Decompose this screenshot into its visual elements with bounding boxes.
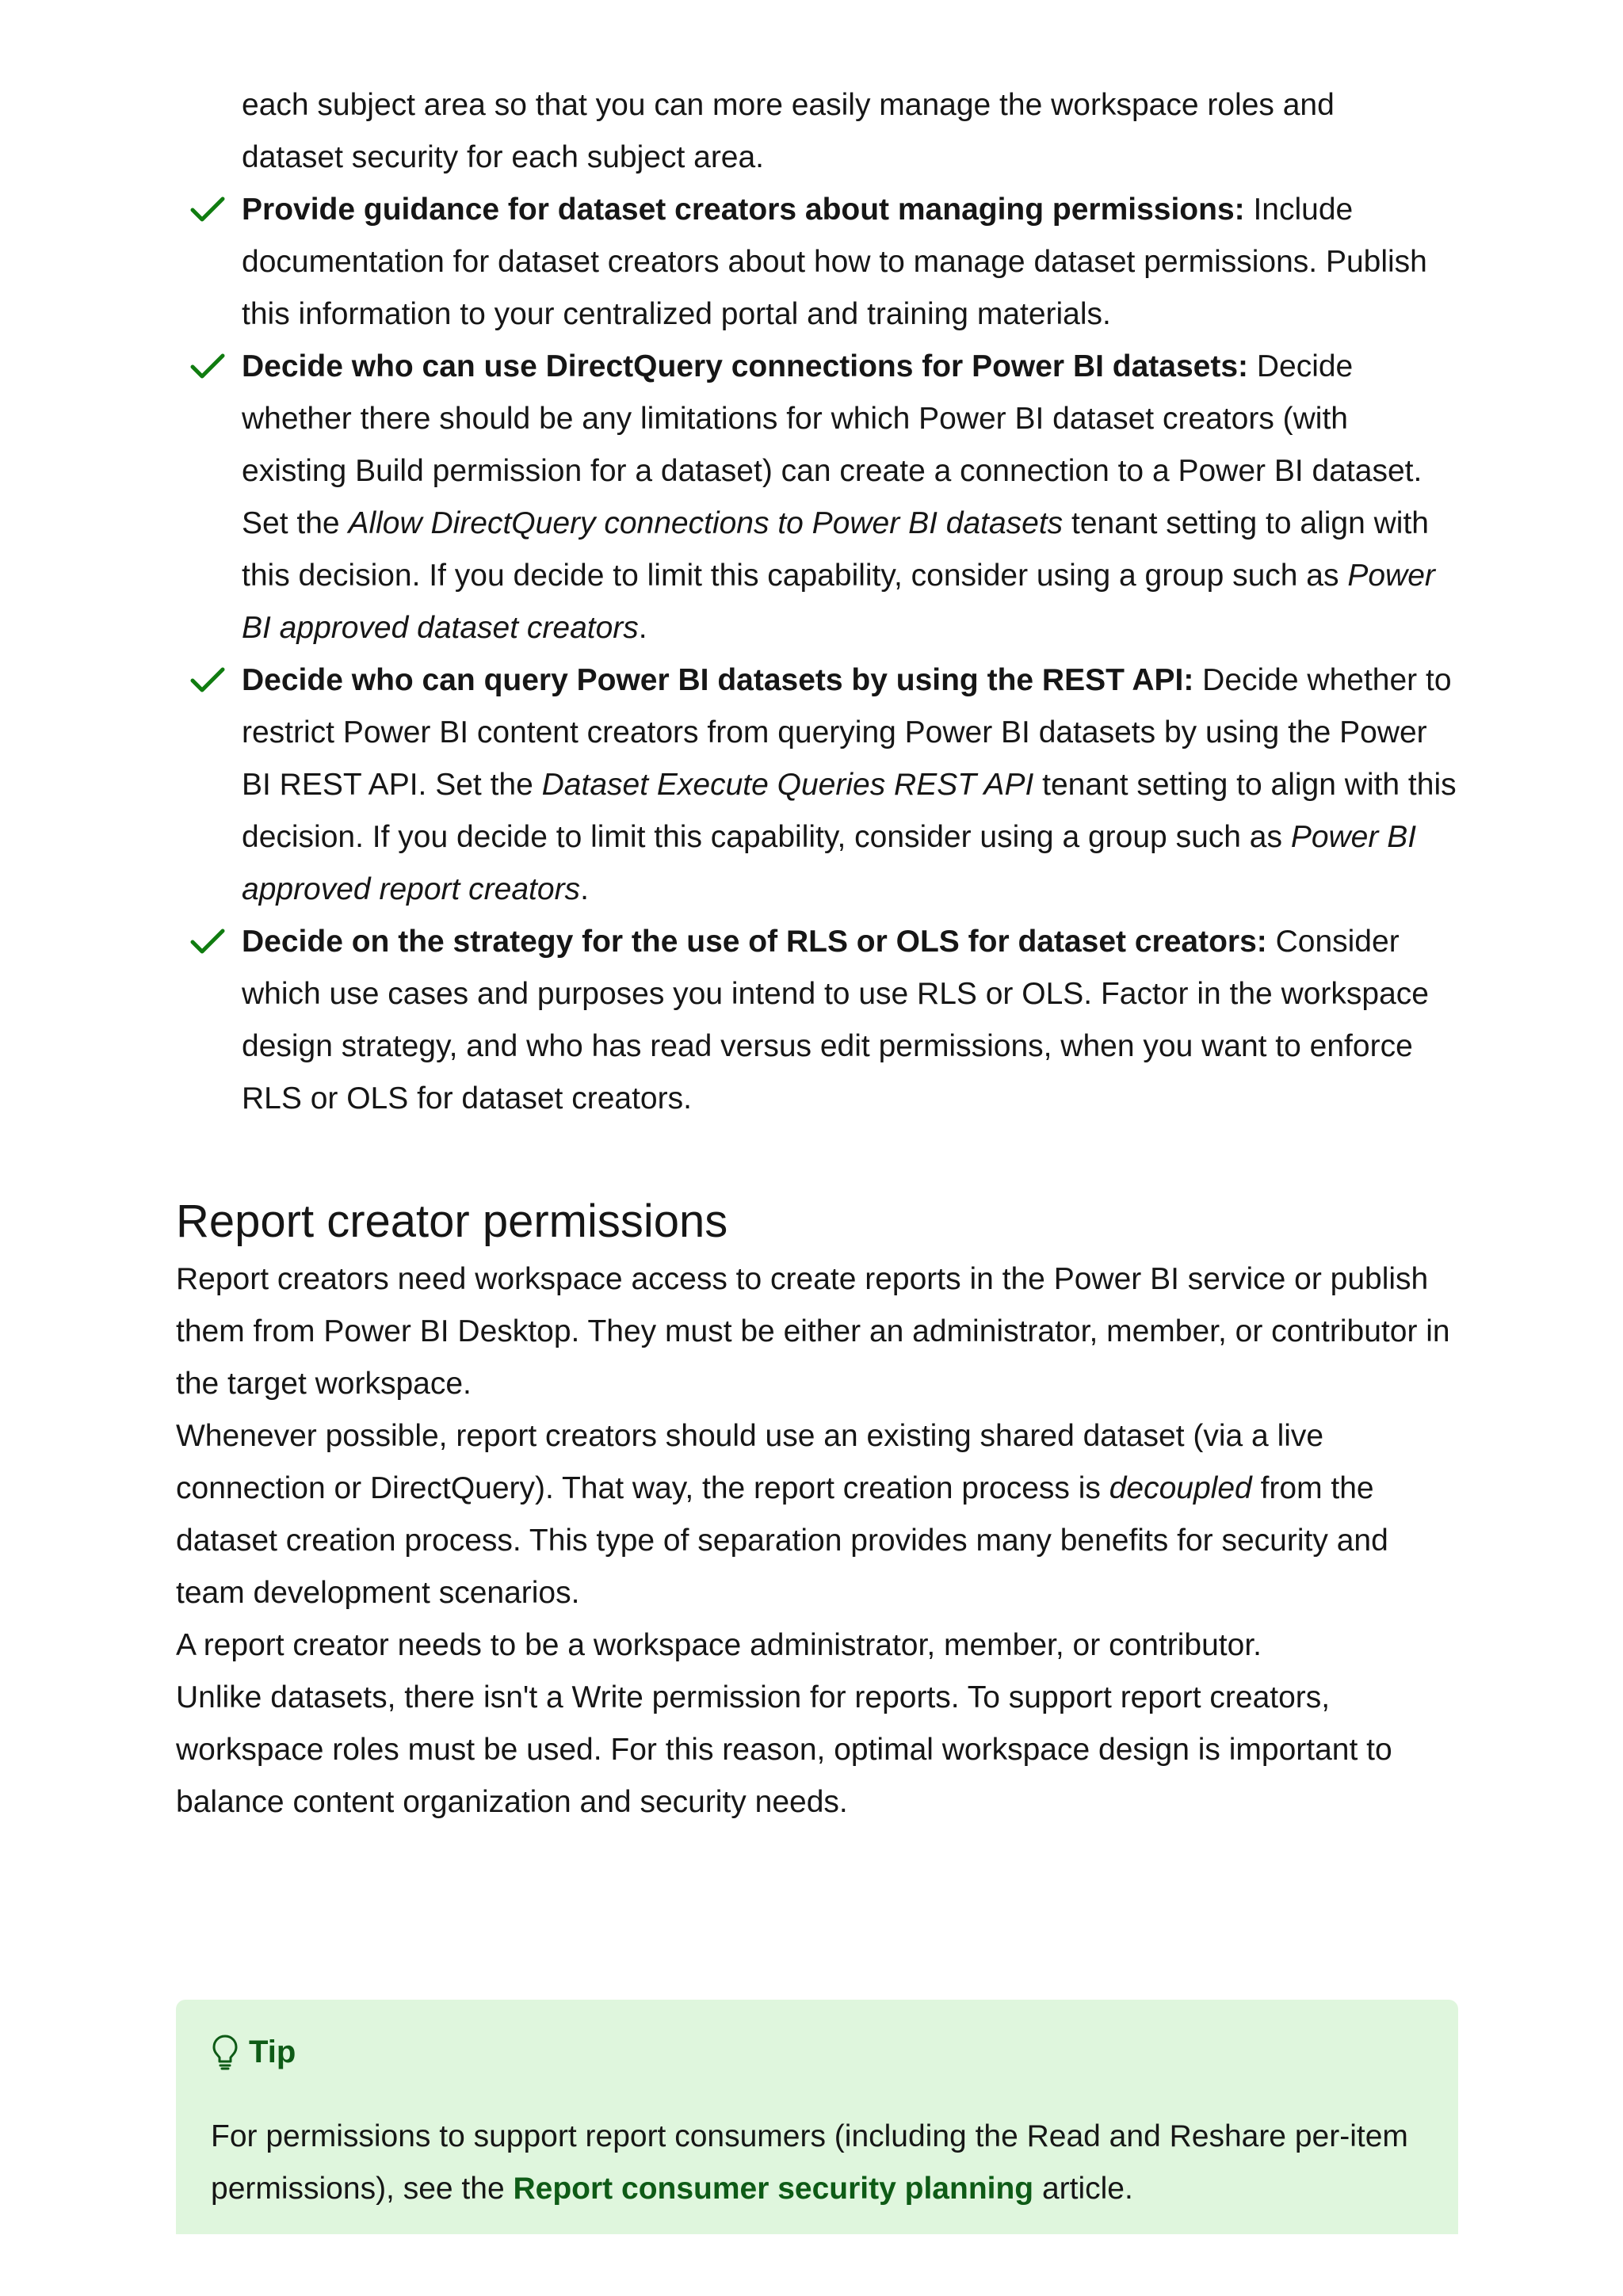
paragraph-text: from the dataset creation process. This type of separation provides many benefits for security and team development scenarios. (176, 1471, 1388, 1610)
tip-text: For permissions to support report consumers (including the Read and Reshare per-item permissions), see the (211, 2119, 1408, 2206)
paragraph-shared-dataset (176, 1410, 1458, 1619)
item-text: Decide whether there should be any limitations for which Power BI dataset creators (with existing Build permission for a dataset) can create a connection to a Power BI dataset. Set the (242, 349, 1423, 540)
item-text: tenant setting to align with this decision. If you decide to limit this capability, consider using a group such as (242, 506, 1429, 593)
item-text: Decide whether to restrict Power BI content creators from querying Power BI datasets by using the Power BI REST API. Set the (242, 663, 1452, 802)
item-text: tenant setting to align with this decision. If you decide to limit this capability, consider using a group such as (242, 768, 1457, 854)
checklist-item-dataset-guidance (176, 184, 1458, 341)
tip-body (211, 2111, 1422, 2215)
checkmark-icon (190, 196, 225, 223)
item-text: Include documentation for dataset creators about how to manage dataset permissions. Publish this information to your centralized portal and training materials. (242, 193, 1427, 331)
checkmark-icon (190, 929, 225, 955)
report-consumer-security-link[interactable]: Report consumer security planning (513, 2172, 1034, 2206)
tip-label: Tip (249, 2034, 296, 2069)
group-name: Power BI approved dataset creators (242, 559, 1435, 645)
document-page (176, 79, 1458, 1829)
checklist-continuation (176, 79, 1458, 184)
paragraph-report-creator-role: A report creator needs to be a workspace administrator, member, or contributor. (176, 1628, 1262, 1662)
item-title: Provide guidance for dataset creators about managing permissions: (242, 193, 1245, 227)
checklist-item-rest-api (176, 654, 1458, 916)
paragraph-write-permission: Unlike datasets, there isn't a Write permission for reports. To support report creators, workspace roles must be used. For this reason, optimal workspace design is important to balance content organization and security needs. (176, 1680, 1392, 1819)
tip-header (211, 2028, 1422, 2076)
section-heading: Report creator permissions (176, 1196, 728, 1247)
paragraph-text: Whenever possible, report creators should use an existing shared dataset (via a live connection or DirectQuery). That way, the report creation process is (176, 1419, 1324, 1505)
checklist (176, 184, 1458, 1125)
continuation-line-1: each subject area so that you can more easily manage the workspace roles and (242, 88, 1335, 122)
tip-text-end: article. (1033, 2172, 1133, 2206)
paragraph-workspace-access: Report creators need workspace access to create reports in the Power BI service or publish them from Power BI Desktop. They must be either an administrator, member, or contributor in the target workspace. (176, 1262, 1450, 1401)
emphasis-decoupled: decoupled (1109, 1471, 1252, 1505)
item-text-end: . (638, 611, 647, 645)
checklist-item-rls-ols (176, 916, 1458, 1125)
lightbulb-icon (211, 2033, 239, 2071)
checkmark-icon (190, 667, 225, 694)
continuation-line-2: dataset security for each subject area. (242, 140, 765, 174)
group-name: Power BI approved report creators (242, 820, 1417, 906)
item-title: Decide on the strategy for the use of RLS or OLS for dataset creators: (242, 925, 1267, 959)
tenant-setting-name: Allow DirectQuery connections to Power BI datasets (348, 506, 1064, 540)
tip-callout (176, 2000, 1458, 2234)
checklist-item-directquery (176, 341, 1458, 654)
item-title: Decide who can query Power BI datasets by using the REST API: (242, 663, 1194, 697)
item-text-end: . (580, 872, 589, 906)
item-title: Decide who can use DirectQuery connections for Power BI datasets: (242, 349, 1249, 383)
tenant-setting-name: Dataset Execute Queries REST API (541, 768, 1034, 802)
item-text: Consider which use cases and purposes you intend to use RLS or OLS. Factor in the workspace design strategy, and who has read versus edit permissions, when you want to enforce RLS or OLS for dataset creators. (242, 925, 1429, 1116)
checkmark-icon (190, 353, 225, 380)
